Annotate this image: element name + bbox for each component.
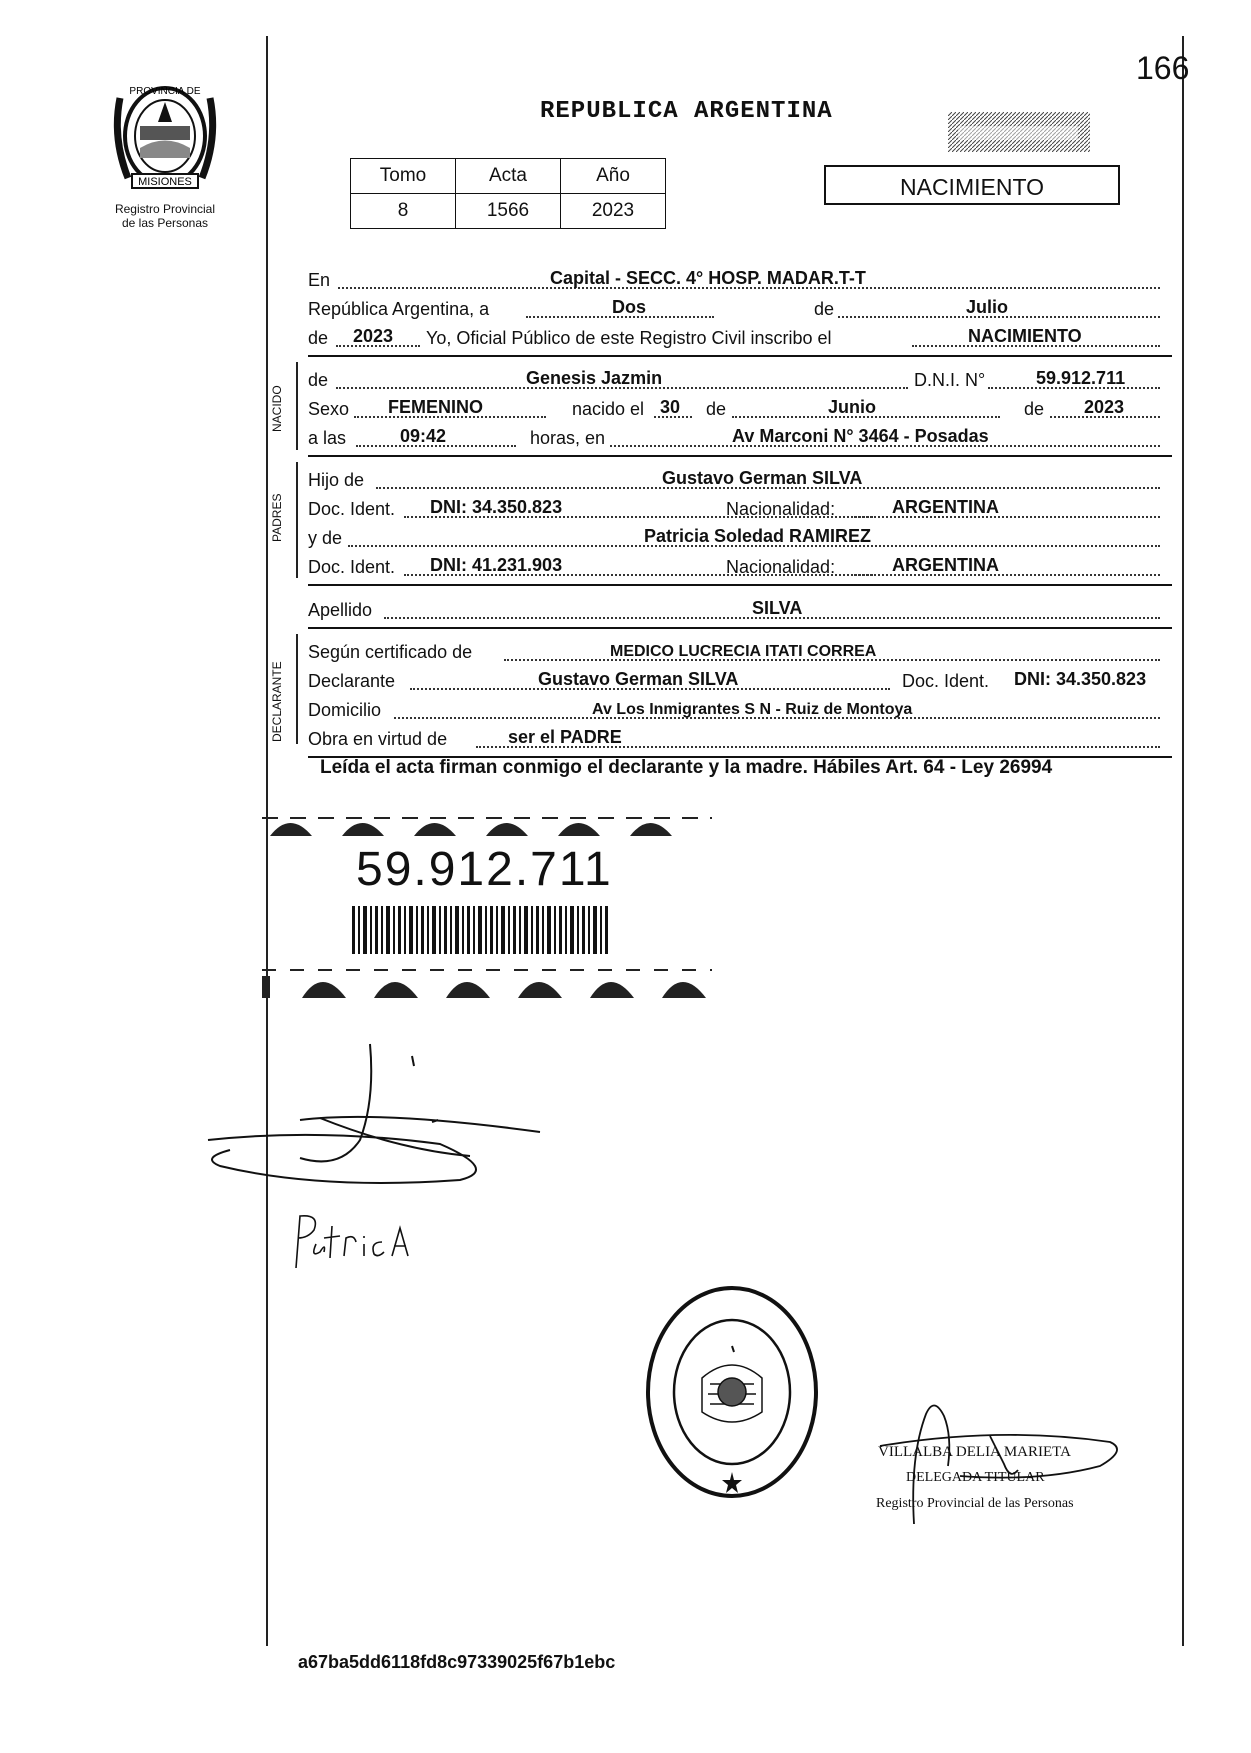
row-apellido xyxy=(308,594,1172,623)
de-label-5: de xyxy=(1024,399,1045,419)
inscribo-value: NACIMIENTO xyxy=(968,326,1082,346)
record-table xyxy=(350,158,666,229)
de-label-2: de xyxy=(308,328,329,348)
nacionalidad-label: Nacionalidad: xyxy=(726,499,836,519)
separator-1 xyxy=(308,355,1172,357)
official-seal xyxy=(642,1282,822,1502)
doc-ident-label-2: Doc. Ident. xyxy=(308,557,396,577)
madre-doc: DNI: 41.231.903 xyxy=(430,555,563,575)
bracket-nacido xyxy=(296,362,298,450)
mother-signature xyxy=(290,1208,430,1270)
nacido-dni: 59.912.711 xyxy=(1036,368,1126,388)
row-obra xyxy=(308,723,1172,752)
value-tomo: 8 xyxy=(351,194,456,229)
declarant-signature xyxy=(200,1040,560,1200)
a-las-label: a las xyxy=(308,428,347,448)
de-label: de xyxy=(814,299,835,319)
dni-label: D.N.I. N° xyxy=(914,370,986,390)
official-registry: Registro Provincial de las Personas xyxy=(876,1496,1074,1511)
en-label: En xyxy=(308,270,331,290)
nac-anio: 2023 xyxy=(1084,397,1125,417)
value-anio: 2023 xyxy=(561,194,666,229)
nac-mes: Junio xyxy=(828,397,876,417)
svg-text:PROVINCIA DE: PROVINCIA DE xyxy=(129,86,201,97)
document-hash: a67ba5dd6118fd8c97339025f67b1ebc xyxy=(298,1652,616,1672)
dia-value: Dos xyxy=(612,297,647,317)
en-value: Capital - SECC. 4° HOSP. MADAR.T-T xyxy=(550,268,866,288)
y-de-label: y de xyxy=(308,528,343,548)
nacido-el-label: nacido el xyxy=(572,399,645,419)
record-table-value-row xyxy=(351,194,666,229)
row-en xyxy=(308,264,1172,293)
record-type-box: NACIMIENTO xyxy=(824,165,1120,205)
side-label-declarante: DECLARANTE xyxy=(270,661,284,742)
row-certificado xyxy=(308,636,1172,665)
header-anio: Año xyxy=(561,159,666,194)
horas-en-label: horas, en xyxy=(530,428,606,448)
header-tomo: Tomo xyxy=(351,159,456,194)
domicilio-label: Domicilio xyxy=(308,700,382,720)
lugar-value: Av Marconi N° 3464 - Posadas xyxy=(732,426,989,446)
document-title: REPUBLICA ARGENTINA xyxy=(540,98,833,125)
sexo-label: Sexo xyxy=(308,399,350,419)
row-republica xyxy=(308,293,1172,322)
madre-nacionalidad: ARGENTINA xyxy=(892,555,999,575)
padre-nacionalidad: ARGENTINA xyxy=(892,497,999,517)
province-coat-of-arms-logo xyxy=(110,78,220,196)
barcode xyxy=(352,906,612,954)
obra-label: Obra en virtud de xyxy=(308,729,448,749)
separator-4 xyxy=(308,627,1172,629)
nacido-nombre: Genesis Jazmin xyxy=(526,368,663,388)
svg-text:MISIONES: MISIONES xyxy=(138,176,192,188)
page-number: 166 xyxy=(1136,50,1190,86)
value-acta: 1566 xyxy=(456,194,561,229)
row-sexo xyxy=(308,393,1172,422)
segun-label: Según certificado de xyxy=(308,642,473,662)
security-stamp-pattern xyxy=(948,112,1090,152)
row-madre-doc xyxy=(308,551,1172,580)
padre-doc: DNI: 34.350.823 xyxy=(430,497,563,517)
record-table-header-row xyxy=(351,159,666,194)
de-label-4: de xyxy=(706,399,727,419)
nacionalidad-label-2: Nacionalidad: xyxy=(726,557,836,577)
row-hora-lugar xyxy=(308,422,1172,451)
padre-nombre: Gustavo German SILVA xyxy=(662,468,863,488)
closing-statement: Leída el acta firman conmigo el declarante y la madre. Hábiles Art. 64 - Ley 26994 xyxy=(320,757,1053,778)
de-label-3: de xyxy=(308,370,329,390)
row-anio-inscribe xyxy=(308,322,1172,351)
oficial-text: Yo, Oficial Público de este Registro Civil inscribo el xyxy=(426,328,832,348)
anio-value: 2023 xyxy=(353,326,394,346)
republica-label: República Argentina, a xyxy=(308,299,490,319)
declarante-label: Declarante xyxy=(308,671,396,691)
mes-value: Julio xyxy=(966,297,1009,317)
apellido-label: Apellido xyxy=(308,600,373,620)
separator-2 xyxy=(308,455,1172,457)
right-margin-line xyxy=(1182,36,1184,1646)
bracket-declarante xyxy=(296,634,298,744)
domicilio-value: Av Los Inmigrantes S N - Ruiz de Montoya xyxy=(592,701,913,718)
side-label-padres: PADRES xyxy=(270,493,284,542)
doc-ident-label-3: Doc. Ident. xyxy=(902,671,990,691)
declarante-nombre: Gustavo German SILVA xyxy=(538,669,739,689)
side-label-nacido: NACIDO xyxy=(270,385,284,432)
dni-large-number: 59.912.711 xyxy=(356,843,613,896)
apellido-value: SILVA xyxy=(752,598,803,618)
separator-3 xyxy=(308,584,1172,586)
row-domicilio xyxy=(308,694,1172,723)
official-role: DELEGADA TITULAR xyxy=(906,1470,1045,1485)
security-band-bottom xyxy=(262,962,712,1000)
row-padre-doc xyxy=(308,493,1172,522)
row-madre-nombre xyxy=(308,522,1172,551)
doc-ident-label: Doc. Ident. xyxy=(308,499,396,519)
sexo-value: FEMENINO xyxy=(388,397,484,417)
left-margin-line xyxy=(266,36,268,1646)
declarante-doc: DNI: 34.350.823 xyxy=(1014,669,1147,689)
security-band-top xyxy=(262,806,712,840)
logo-caption-line-1: Registro Provincial xyxy=(114,202,216,216)
logo-caption-line-2: de las Personas xyxy=(121,216,209,230)
official-name: VILLALBA DELIA MARIETA xyxy=(878,1444,1071,1460)
hora-value: 09:42 xyxy=(400,426,447,446)
madre-nombre: Patricia Soledad RAMIREZ xyxy=(644,526,872,546)
logo-caption xyxy=(96,202,234,230)
hijo-de-label: Hijo de xyxy=(308,470,365,490)
obra-value: ser el PADRE xyxy=(508,727,622,747)
nac-dia: 30 xyxy=(660,397,681,417)
header-acta: Acta xyxy=(456,159,561,194)
row-declarante xyxy=(308,665,1172,694)
row-padre-nombre xyxy=(308,464,1172,493)
row-nacido-nombre xyxy=(308,364,1172,393)
certificado-value: MEDICO LUCRECIA ITATI CORREA xyxy=(610,643,877,660)
bracket-padres xyxy=(296,462,298,578)
